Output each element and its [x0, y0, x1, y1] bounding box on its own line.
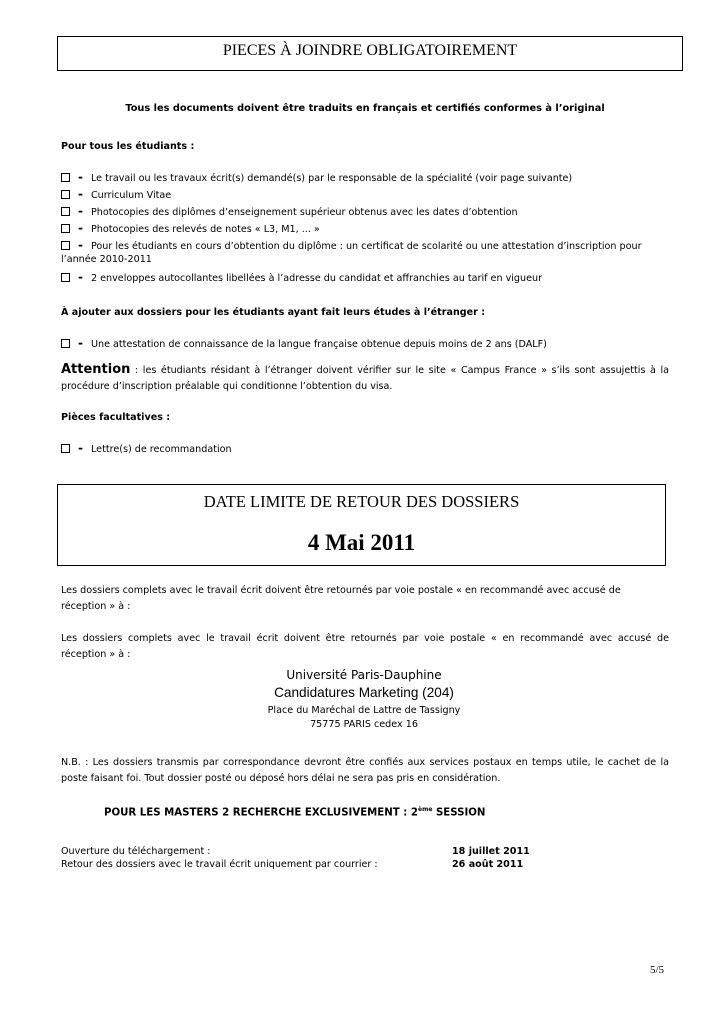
checklist-item: - Pour les étudiants en cours d’obtention du diplôme : un certificat de scolarité ou une attestation d’inscription pour — [61, 238, 642, 252]
optional-heading: Pièces facultatives : — [61, 412, 171, 423]
checklist-item: - 2 enveloppes autocollantes libellées à l’adresse du candidat et affranchies au tarif en vigueur — [61, 270, 542, 284]
checklist-item-continuation: l’année 2010-2011 — [61, 254, 152, 265]
address-office: Candidatures Marketing (204) — [274, 685, 454, 700]
page-title: PIECES À JOINDRE OBLIGATOIREMENT — [222, 42, 518, 59]
checklist-item: - Lettre(s) de recommandation — [61, 441, 232, 455]
session-row-label: Ouverture du téléchargement : — [61, 846, 211, 857]
session-heading: POUR LES MASTERS 2 RECHERCHE EXCLUSIVEMENT : 2ème SESSION — [104, 806, 486, 819]
deadline-title: DATE LIMITE DE RETOUR DES DOSSIERS — [203, 492, 520, 511]
dash-icon: - — [78, 270, 83, 284]
checkbox-icon[interactable] — [61, 273, 70, 282]
dash-icon: - — [78, 221, 83, 235]
checklist-item: - Curriculum Vitae — [61, 187, 171, 201]
attention-paragraph: Attention : les étudiants résidant à l’étranger doivent vérifier sur le site « Campus France » s’ils sont assujettis à la procédure d’inscription préalable qui conditionne l’obtention du visa. — [61, 362, 669, 392]
dash-icon: - — [78, 204, 83, 218]
checkbox-icon[interactable] — [61, 224, 70, 233]
translation-note: Tous les documents doivent être traduits en français et certifiés conformes à l’original — [125, 103, 605, 114]
address-street: Place du Maréchal de Lattre de Tassigny — [267, 705, 461, 716]
dash-icon: - — [78, 170, 83, 184]
attention-label: Attention — [61, 362, 131, 377]
dash-icon: - — [78, 187, 83, 201]
checkbox-icon[interactable] — [61, 444, 70, 453]
address-university: Université Paris-Dauphine — [286, 668, 442, 682]
address-city: 75775 PARIS cedex 16 — [310, 719, 418, 730]
checkbox-icon[interactable] — [61, 190, 70, 199]
checkbox-icon[interactable] — [61, 339, 70, 348]
checkbox-icon[interactable] — [61, 207, 70, 216]
nb-paragraph: N.B. : Les dossiers transmis par correspondance devront être confiés aux services postaux en temps utile, le cachet de la poste faisant foi. Tout dossier posté ou déposé hors délai ne sera pas pris en considération. — [61, 757, 669, 784]
checkbox-icon[interactable] — [61, 241, 70, 250]
checklist-item: - Le travail ou les travaux écrit(s) demandé(s) par le responsable de la spécialité (voir page suivante) — [61, 170, 572, 184]
session-row-label: Retour des dossiers avec le travail écrit uniquement par courrier : — [61, 859, 378, 870]
deadline-date: 4 Mai 2011 — [307, 530, 416, 555]
dash-icon: - — [78, 238, 83, 252]
return-instructions-2: Les dossiers complets avec le travail écrit doivent être retournés par voie postale « en recommandé avec accusé de réception » à : — [61, 633, 669, 660]
checklist-item: - Photocopies des relevés de notes « L3, M1, ... » — [61, 221, 320, 235]
page-number: 5/5 — [650, 964, 665, 976]
dash-icon: - — [78, 336, 83, 350]
return-instructions-1: Les dossiers complets avec le travail écrit doivent être retournés par voie postale « en recommandé avec accusé de réception » à : — [61, 585, 621, 612]
checklist-item: - Une attestation de connaissance de la langue française obtenue depuis moins de 2 ans (DALF) — [61, 336, 547, 350]
abroad-heading: À ajouter aux dossiers pour les étudiants ayant fait leurs études à l’étranger : — [61, 307, 486, 318]
dash-icon: - — [78, 441, 83, 455]
all-students-heading: Pour tous les étudiants : — [61, 141, 195, 152]
session-row-value: 26 août 2011 — [452, 859, 524, 870]
checklist-item: - Photocopies des diplômes d’enseignement supérieur obtenus avec les dates d’obtention — [61, 204, 518, 218]
session-row-value: 18 juillet 2011 — [452, 846, 530, 857]
checkbox-icon[interactable] — [61, 173, 70, 182]
